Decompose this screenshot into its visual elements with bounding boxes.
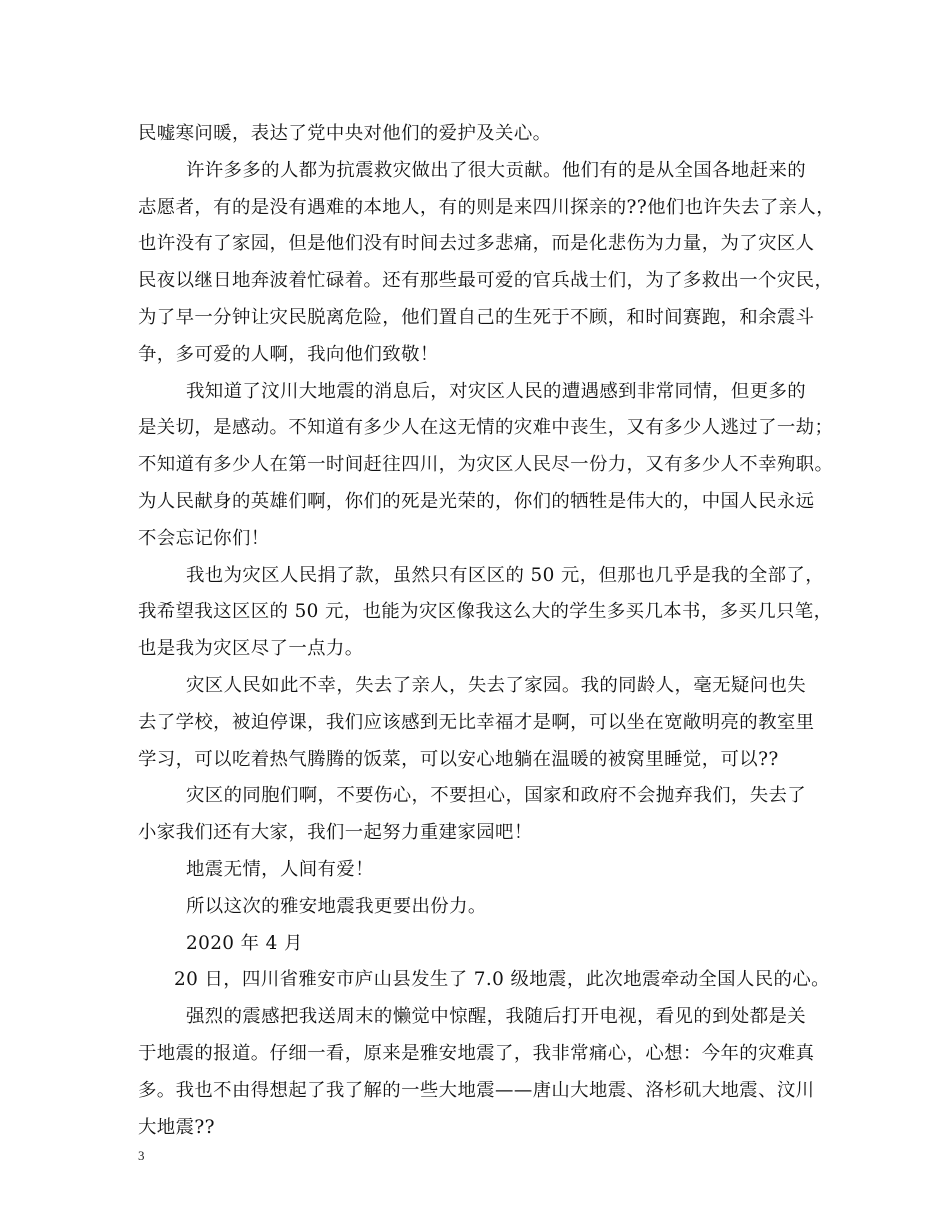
text-line: 多。我也不由得想起了我了解的一些大地震——唐山大地震、洛杉矶大地震、汶川: [138, 1079, 815, 1101]
text-line: 民夜以继日地奔波着忙碌着。还有那些最可爱的官兵战士们，为了多救出一个灾民，: [138, 270, 834, 292]
text-line: 也是我为灾区尽了一点力。: [138, 638, 364, 660]
text-line: 为了早一分钟让灾民脱离危险，他们置自己的生死于不顾，和时间赛跑，和余震斗: [138, 306, 815, 328]
text-line: 地震无情，人间有爱！: [186, 858, 374, 880]
text-line: 去了学校，被迫停课，我们应该感到无比幸福才是啊，可以坐在宽敞明亮的教室里: [138, 711, 815, 733]
text-line: 不会忘记你们！: [138, 527, 270, 549]
text-line: 我也为灾区人民捐了款，虽然只有区区的 50 元，但那也几乎是我的全部了，: [186, 564, 824, 586]
text-line: 争，多可爱的人啊，我向他们致敬！: [138, 343, 439, 365]
text-line: 为人民献身的英雄们啊，你们的死是光荣的，你们的牺牲是伟大的，中国人民永远: [138, 490, 815, 512]
document-body: [138, 116, 835, 1146]
text-line: 也许没有了家园，但是他们没有时间去过多悲痛，而是化悲伤为力量，为了灾区人: [138, 233, 815, 255]
text-line: 民嘘寒问暖，表达了党中央对他们的爱护及关心。: [138, 123, 552, 144]
text-line: 2020 年 4 月: [186, 932, 303, 954]
text-line: 许许多多的人都为抗震救灾做出了很大贡献。他们有的是从全国各地赶来的: [186, 159, 807, 181]
text-line: 不知道有多少人在第一时间赶往四川，为灾区人民尽一份力，又有多少人不幸殉职。: [138, 454, 834, 476]
text-line: 强烈的震感把我送周末的懒觉中惊醒，我随后打开电视，看见的到处都是关: [186, 1006, 807, 1028]
text-line: 我希望我这区区的 50 元，也能为灾区像我这么大的学生多买几本书，多买几只笔，: [138, 601, 833, 623]
text-line: 志愿者，有的是没有遇难的本地人，有的则是来四川探亲的??他们也许失去了亲人，: [138, 196, 835, 218]
text-line: 我知道了汶川大地震的消息后，对灾区人民的遭遇感到非常同情，但更多的: [186, 380, 807, 402]
page-number: 3: [138, 1148, 145, 1163]
text-line: 所以这次的雅安地震我更要出份力。: [186, 895, 487, 917]
text-line: 大地震??: [138, 1116, 215, 1138]
text-line: 灾区人民如此不幸，失去了亲人，失去了家园。我的同龄人，毫无疑问也失: [186, 674, 807, 696]
text-line: 是关切，是感动。不知道有多少人在这无情的灾难中丧生，又有多少人逃过了一劫；: [138, 417, 834, 439]
text-line: 小家我们还有大家，我们一起努力重建家园吧！: [138, 822, 533, 844]
text-line: 灾区的同胞们啊，不要伤心，不要担心，国家和政府不会抛弃我们，失去了: [186, 785, 807, 807]
text-line: 学习，可以吃着热气腾腾的饭菜，可以安心地躺在温暖的被窝里睡觉，可以??: [138, 748, 779, 770]
text-line: 20 日，四川省雅安市庐山县发生了 7.0 级地震，此次地震牵动全国人民的心。: [174, 969, 830, 991]
text-line: 于地震的报道。仔细一看，原来是雅安地震了，我非常痛心，心想：今年的灾难真: [138, 1042, 815, 1064]
